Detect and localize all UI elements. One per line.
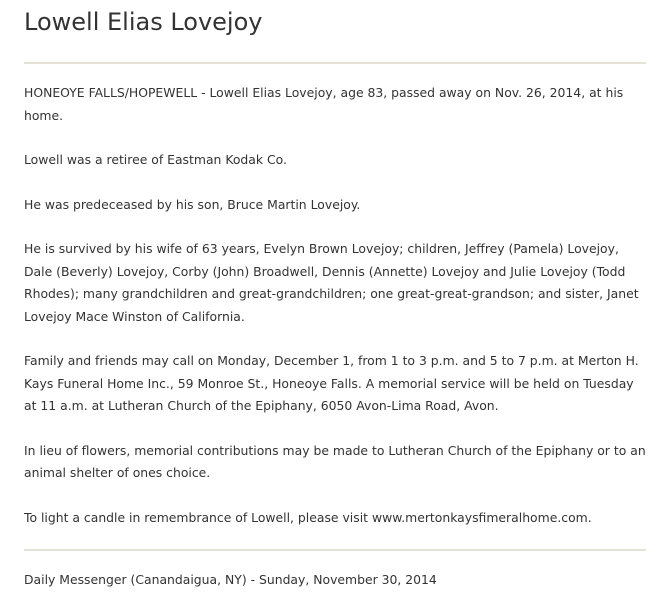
obituary-body — [24, 82, 646, 551]
publication-source: Daily Messenger (Canandaigua, NY) - Sunday, November 30, 2014 — [24, 572, 437, 587]
paragraph-memorial-contributions: In lieu of flowers, memorial contributions may be made to Lutheran Church of the Epiphany or to an animal shelter of ones choice. — [24, 442, 646, 480]
paragraph-survivors: He is survived by his wife of 63 years, Evelyn Brown Lovejoy; children, Jeffrey (Pamela) Lovejoy, Dale (Beverly) Lovejoy, Corby (John) Broadwell, Dennis (Annette) Lovejoy and Julie Lovejoy (Todd Rhodes); many grandchildren and great-grandchildren; one great-great-grandson; and sister, Janet Lovejoy Mace Winston of California. — [24, 241, 639, 324]
paragraph-career: Lowell was a retiree of Eastman Kodak Co. — [24, 152, 287, 167]
paragraph-candle: To light a candle in remembrance of Lowell, please visit www.mertonkaysfimeralhome.com. — [24, 509, 592, 525]
paragraph-predeceased: He was predeceased by his son, Bruce Martin Lovejoy. — [24, 196, 361, 212]
top-divider — [24, 62, 646, 64]
bottom-divider — [24, 549, 646, 551]
page-title: Lowell Elias Lovejoy — [24, 8, 263, 36]
paragraph-announcement: HONEOYE FALLS/HOPEWELL - Lowell Elias Lovejoy, age 83, passed away on Nov. 26, 2014, at his home. — [24, 85, 624, 123]
paragraph-services: Family and friends may call on Monday, December 1, from 1 to 3 p.m. and 5 to 7 p.m. at Merton H. Kays Funeral Home Inc., 59 Monroe St., Honeoye Falls. A memorial service will be held on Tuesday at 11 a.m. at Lutheran Church of the Epiphany, 6050 Avon-Lima Road, Avon. — [24, 353, 639, 413]
